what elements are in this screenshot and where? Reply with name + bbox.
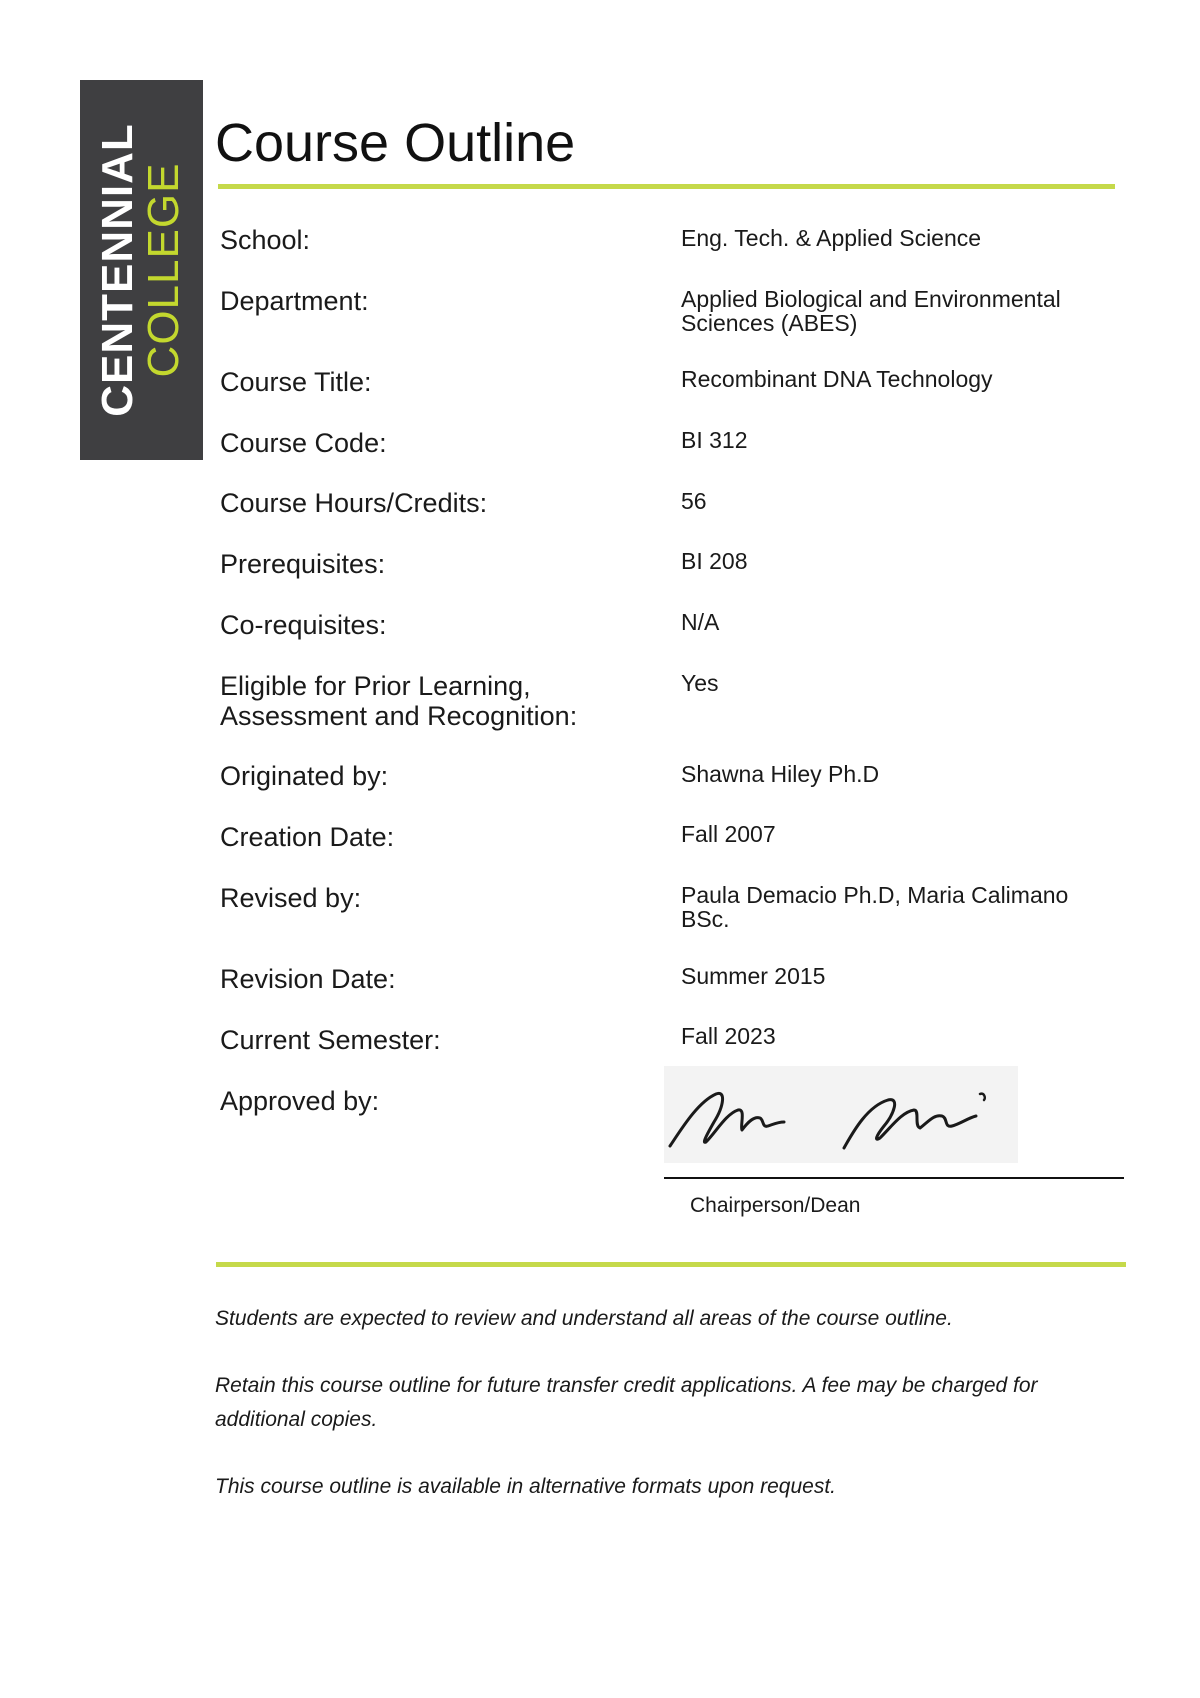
creation-date-value: Fall 2007	[681, 821, 776, 847]
course-title-label: Course Title:	[220, 367, 372, 397]
note-review: Students are expected to review and understand all areas of the course outline.	[215, 1307, 953, 1330]
course-title-value: Recombinant DNA Technology	[681, 366, 993, 392]
corequisites-label: Co-requisites:	[220, 610, 387, 640]
corequisites-value: N/A	[681, 609, 720, 635]
college-logo	[80, 80, 203, 460]
originated-by-label: Originated by:	[220, 761, 389, 791]
signature-image	[664, 1066, 1018, 1163]
plar-value: Yes	[681, 670, 719, 696]
page-title: Course Outline	[215, 113, 576, 173]
revised-by-label: Revised by:	[220, 883, 362, 913]
course-hours-value: 56	[681, 488, 707, 514]
approved-by-label: Approved by:	[220, 1086, 380, 1116]
prerequisites-value: BI 208	[681, 548, 748, 574]
revision-date-value: Summer 2015	[681, 963, 826, 989]
prerequisites-label: Prerequisites:	[220, 549, 386, 579]
course-code-label: Course Code:	[220, 428, 387, 458]
note-alt-formats: This course outline is available in alternative formats upon request.	[215, 1475, 836, 1498]
notes-divider	[216, 1262, 1126, 1267]
revision-date-label: Revision Date:	[220, 964, 396, 994]
course-code-value: BI 312	[681, 427, 748, 453]
school-value: Eng. Tech. & Applied Science	[681, 225, 982, 251]
plar-label: Eligible for Prior Learning, Assessment and Recognition:	[220, 671, 578, 731]
school-label: School:	[220, 225, 311, 255]
title-divider	[218, 184, 1115, 189]
course-hours-label: Course Hours/Credits:	[220, 488, 488, 518]
creation-date-label: Creation Date:	[220, 822, 395, 852]
department-value: Applied Biological and Environmental Sciences (ABES)	[681, 286, 1061, 336]
signature-line	[664, 1177, 1124, 1179]
note-retain: Retain this course outline for future transfer credit applications. A fee may be charged for additional copies.	[215, 1374, 1038, 1431]
department-label: Department:	[220, 286, 369, 316]
logo-line-college: COLLEGE	[139, 162, 188, 378]
logo-line-centennial: CENTENNIAL	[93, 123, 142, 417]
revised-by-value: Paula Demacio Ph.D, Maria Calimano BSc.	[681, 882, 1069, 932]
handwritten-signature-icon	[664, 1066, 1018, 1163]
originated-by-value: Shawna Hiley Ph.D	[681, 761, 880, 787]
signature-caption: Chairperson/Dean	[690, 1194, 861, 1217]
current-semester-label: Current Semester:	[220, 1025, 441, 1055]
current-semester-value: Fall 2023	[681, 1023, 776, 1049]
